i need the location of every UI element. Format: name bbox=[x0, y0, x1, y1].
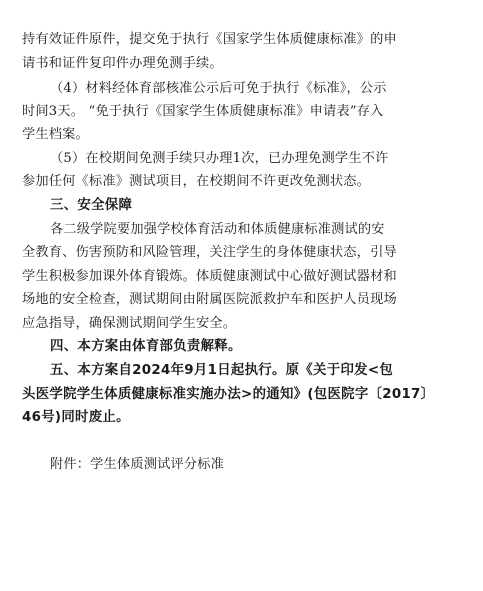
paragraph-line: 时间3天。 “免于执行《国家学生体质健康标准》申请表”存入 bbox=[22, 104, 384, 119]
paragraph-line: 学生积极参加课外体育锻炼。体质健康测试中心做好测试器材和 bbox=[22, 269, 397, 284]
paragraph-line: 场地的安全检查，测试期间由附属医院派救护车和医护人员现场 bbox=[22, 292, 397, 307]
paragraph-line: 学生档案。 bbox=[22, 127, 89, 142]
paragraph-line: 应急指导，确保测试期间学生安全。 bbox=[22, 316, 237, 331]
paragraph-line: 请书和证件复印件办理免测手续。 bbox=[22, 56, 223, 71]
section-heading: 四、本方案由体育部负责解释。 bbox=[50, 339, 242, 354]
paragraph-line: 参加任何《标准》测试项目，在校期间不许更改免测状态。 bbox=[22, 174, 371, 189]
paragraph-line: （4）材料经体育部核准公示后可免于执行《标准》，公示 bbox=[50, 81, 387, 96]
section-heading-continued: 46号)同时废止。 bbox=[22, 410, 130, 425]
section-heading: 五、本方案自2024年9月1日起执行。原《关于印发<包 bbox=[50, 363, 394, 378]
paragraph-line: 各二级学院要加强学校体育活动和体质健康标准测试的安 bbox=[50, 222, 385, 237]
paragraph-line: 持有效证件原件，提交免于执行《国家学生体质健康标准》的申 bbox=[22, 32, 397, 47]
attachment-note: 附件：学生体质测试评分标准 bbox=[50, 457, 225, 472]
paragraph-line: （5）在校期间免测手续只办理1次，已办理免测学生不许 bbox=[50, 151, 389, 166]
section-heading-continued: 头医学院学生体质健康标准实施办法>的通知》(包医院字〔2017〕 bbox=[22, 387, 435, 402]
section-heading: 三、安全保障 bbox=[50, 198, 133, 213]
paragraph-line: 全教育、伤害预防和风险管理，关注学生的身体健康状态，引导 bbox=[22, 245, 397, 260]
